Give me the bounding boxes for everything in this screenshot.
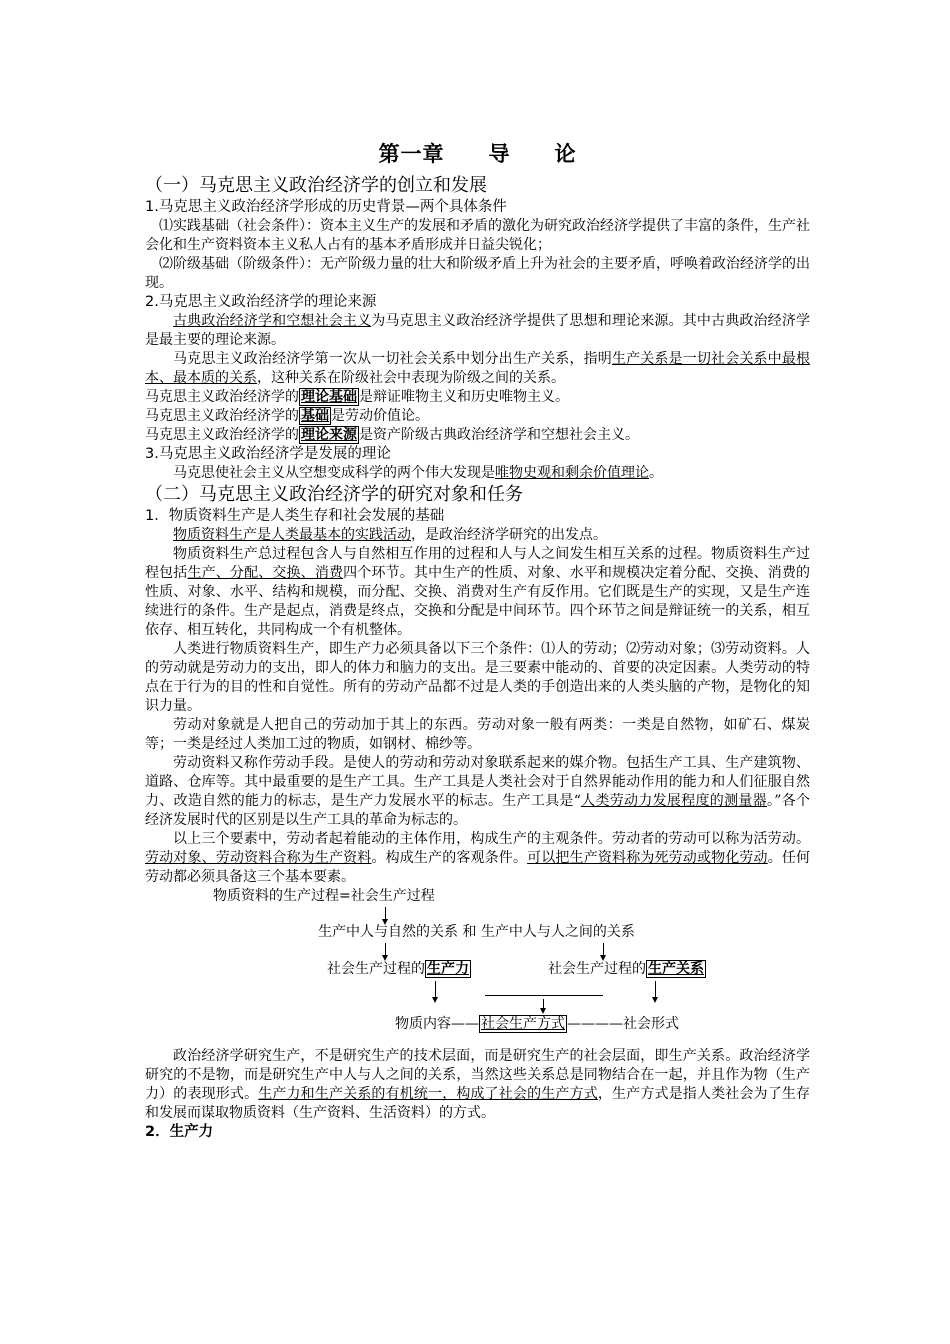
paragraph-material-production (145, 526, 810, 545)
boxed-term: 生产力 (427, 961, 469, 977)
chapter-title (145, 140, 810, 168)
line-basis (145, 407, 810, 426)
boxed-term: 生产关系 (648, 961, 704, 977)
text-run: 社会生产过程的 (327, 961, 425, 977)
text-run: 马克思主义政治经济学的 (145, 389, 299, 405)
text-run: 马克思主义政治经济学的 (145, 427, 299, 443)
text-run: 。”各个经济发展时代的区别是以生产工具的革命为标志的。 (145, 793, 810, 828)
document-page (145, 140, 810, 1142)
text-run: 社会生产过程的 (548, 961, 646, 977)
diagram-relations-label: 生产中人与自然的关系 和 生产中人与人之间的关系 (318, 924, 635, 940)
underlined-text: 生产力和生产关系的有机统一，构成了社会的生产方式 (258, 1086, 598, 1102)
text-run: 劳动资料又称作劳动手段。是使人的劳动和劳动对象联系起来的媒介物。包括生产工具、生产建筑物、道路、仓库等。其中最重要的是生产工具。生产工具是人类社会对于自然界能动作用的能力和人们征服自然力、改造自然的能力的标志，是生产力发展水平的标志。生产工具是“ (145, 755, 810, 809)
paragraph-three-elements (145, 830, 810, 887)
text-run: 四个环节。其中生产的性质、对象、水平和规模决定着分配、交换、消费的性质、对象、水平、结构和规模，而分配、交换、消费对生产有反作用。它们既是生产的实现，又是生产连续进行的条件。生产是起点，消费是终点，交换和分配是中间环节。四个环节之间是辩证统一的关系，相互依存、相互转化，共同构成一个有机整体。 (145, 565, 811, 638)
text-run: 为马克思主义政治经济学提供了思想和理论来源。其中古典政治经济学是最主要的理论来源。 (145, 313, 811, 348)
text-run: ，生产方式是指人类社会为了生存和发展而谋取物质资料（生产资料、生活资料）的方式。 (145, 1086, 811, 1121)
section-2-heading: （二）马克思主义政治经济学的研究对象和任务 (145, 484, 523, 505)
diagram-top-label: 物质资料的生产过程=社会生产过程 (213, 888, 435, 904)
underlined-text: 物质资料生产是人类最基本的实践活动 (173, 527, 411, 543)
paragraph-four-links (145, 545, 810, 640)
subsection-2-1-heading: 1．物质资料生产是人类生存和社会发展的基础 (145, 508, 445, 524)
subsection-1-3-heading: 3.马克思主义政治经济学是发展的理论 (145, 446, 391, 462)
text-run: 物质资料生产总过程包含人与自然相互作用的过程和人与人之间发生相互关系的过程。物质资料生产过程包括 (145, 546, 810, 581)
text-run: 马克思主义政治经济学的 (145, 408, 299, 424)
paragraph-labor-means (145, 754, 810, 830)
underlined-text: 劳动对象、劳动资料合称为生产资料 (145, 850, 372, 866)
paragraph-three-conditions: 人类进行物质资料生产，即生产力必须具备以下三个条件：⑴人的劳动；⑵劳动对象；⑶劳动资料。人的劳动就是劳动力的支出，即人的体力和脑力的支出。是三要素中能动的、首要的决定因素。人类劳动的特点在于行为的目的性和自觉性。所有的劳动产品都不过是人类的手创造出来的人类头脑的产物，是物化的知识力量。 (145, 641, 810, 714)
chapter-number: 第一章 (378, 142, 445, 166)
boxed-term: 基础 (301, 408, 329, 424)
underlined-text: 人类劳动力发展程度的测量器 (580, 793, 767, 809)
underlined-text: 生产、分配、交换、消费 (187, 565, 344, 581)
paragraph-two-discoveries (145, 464, 810, 483)
subsection-1-2-heading: 2.马克思主义政治经济学的理论来源 (145, 294, 377, 310)
connector-line (485, 995, 603, 996)
line-theory-basis (145, 388, 810, 407)
subsection-1-1-heading: 1.马克思主义政治经济学形成的历史背景—两个具体条件 (145, 199, 507, 215)
paragraph-practice-basis: ⑴实践基础（社会条件）：资本主义生产的发展和矛盾的激化为研究政治经济学提供了丰富的条件，生产社会化和生产资料资本主义私人占有的基本矛盾形成并日益尖锐化； (145, 218, 810, 253)
paragraph-class-basis: ⑵阶级基础（阶级条件）：无产阶级力量的壮大和阶级矛盾上升为社会的主要矛盾，呼唤着政治经济学的出现。 (145, 256, 810, 291)
line-theory-source (145, 426, 810, 445)
boxed-term: 理论来源 (301, 427, 357, 443)
diagram-mode-of-production (395, 1015, 679, 1034)
text-run: ————社会形式 (567, 1016, 679, 1032)
underlined-text: 生产关系是一切社会关系中最根本、最本质的关系 (145, 351, 811, 386)
text-run: 是劳动价值论。 (331, 408, 429, 424)
text-run: 。构成生产的客观条件。 (371, 850, 528, 866)
underlined-text: 唯物史观和剩余价值理论 (495, 465, 649, 481)
text-run: 是资产阶级古典政治经济学和空想社会主义。 (359, 427, 639, 443)
subsection-2-2-heading: 2．生产力 (145, 1124, 214, 1140)
text-run: 以上三个要素中，劳动者起着能动的主体作用，构成生产的主观条件。劳动者的劳动可以称为活劳动。 (173, 831, 810, 847)
text-run: ，这种关系在阶级社会中表现为阶级之间的关系。 (257, 370, 565, 386)
boxed-term: 理论基础 (301, 389, 357, 405)
paragraph-labor-object: 劳动对象就是人把自己的劳动加于其上的东西。劳动对象一般有两类：一类是自然物，如矿石、煤炭等；一类是经过人类加工过的物质，如钢材、棉纱等。 (145, 717, 810, 752)
paragraph-research-object (145, 1047, 810, 1123)
text-run: 马克思主义政治经济学第一次从一切社会关系中划分出生产关系，指明 (173, 351, 612, 367)
text-run: 是辩证唯物主义和历史唯物主义。 (359, 389, 569, 405)
underlined-text: 古典政治经济学和空想社会主义 (173, 313, 372, 329)
chapter-title-char-2: 论 (554, 142, 577, 166)
paragraph-theory-source (145, 312, 810, 350)
text-run: 。 (649, 465, 663, 481)
text-run: 。任何劳动都必须具备这三个基本要素。 (145, 850, 811, 885)
text-run: ，是政治经济学研究的出发点。 (411, 527, 607, 543)
diagram-production-relations (548, 960, 706, 979)
text-run: 马克思使社会主义从空想变成科学的两个伟大发现是 (173, 465, 495, 481)
production-process-diagram (145, 887, 810, 1047)
text-run: 政治经济学研究生产，不是研究生产的技术层面，而是研究生产的社会层面，即生产关系。政治经济学研究的不是物，而是研究生产中人与人之间的关系，当然这些关系总是同物结合在一起，并且作为物（生产力）的表现形式。 (145, 1048, 810, 1102)
chapter-title-char-1: 导 (488, 142, 511, 166)
paragraph-production-relations (145, 350, 810, 388)
text-run: 物质内容—— (395, 1016, 479, 1032)
boxed-term: 社会生产方式 (481, 1016, 565, 1032)
section-1-heading: （一）马克思主义政治经济学的创立和发展 (145, 175, 487, 196)
underlined-text: 可以把生产资料称为死劳动或物化劳动 (527, 850, 768, 866)
diagram-productive-forces (327, 960, 471, 979)
